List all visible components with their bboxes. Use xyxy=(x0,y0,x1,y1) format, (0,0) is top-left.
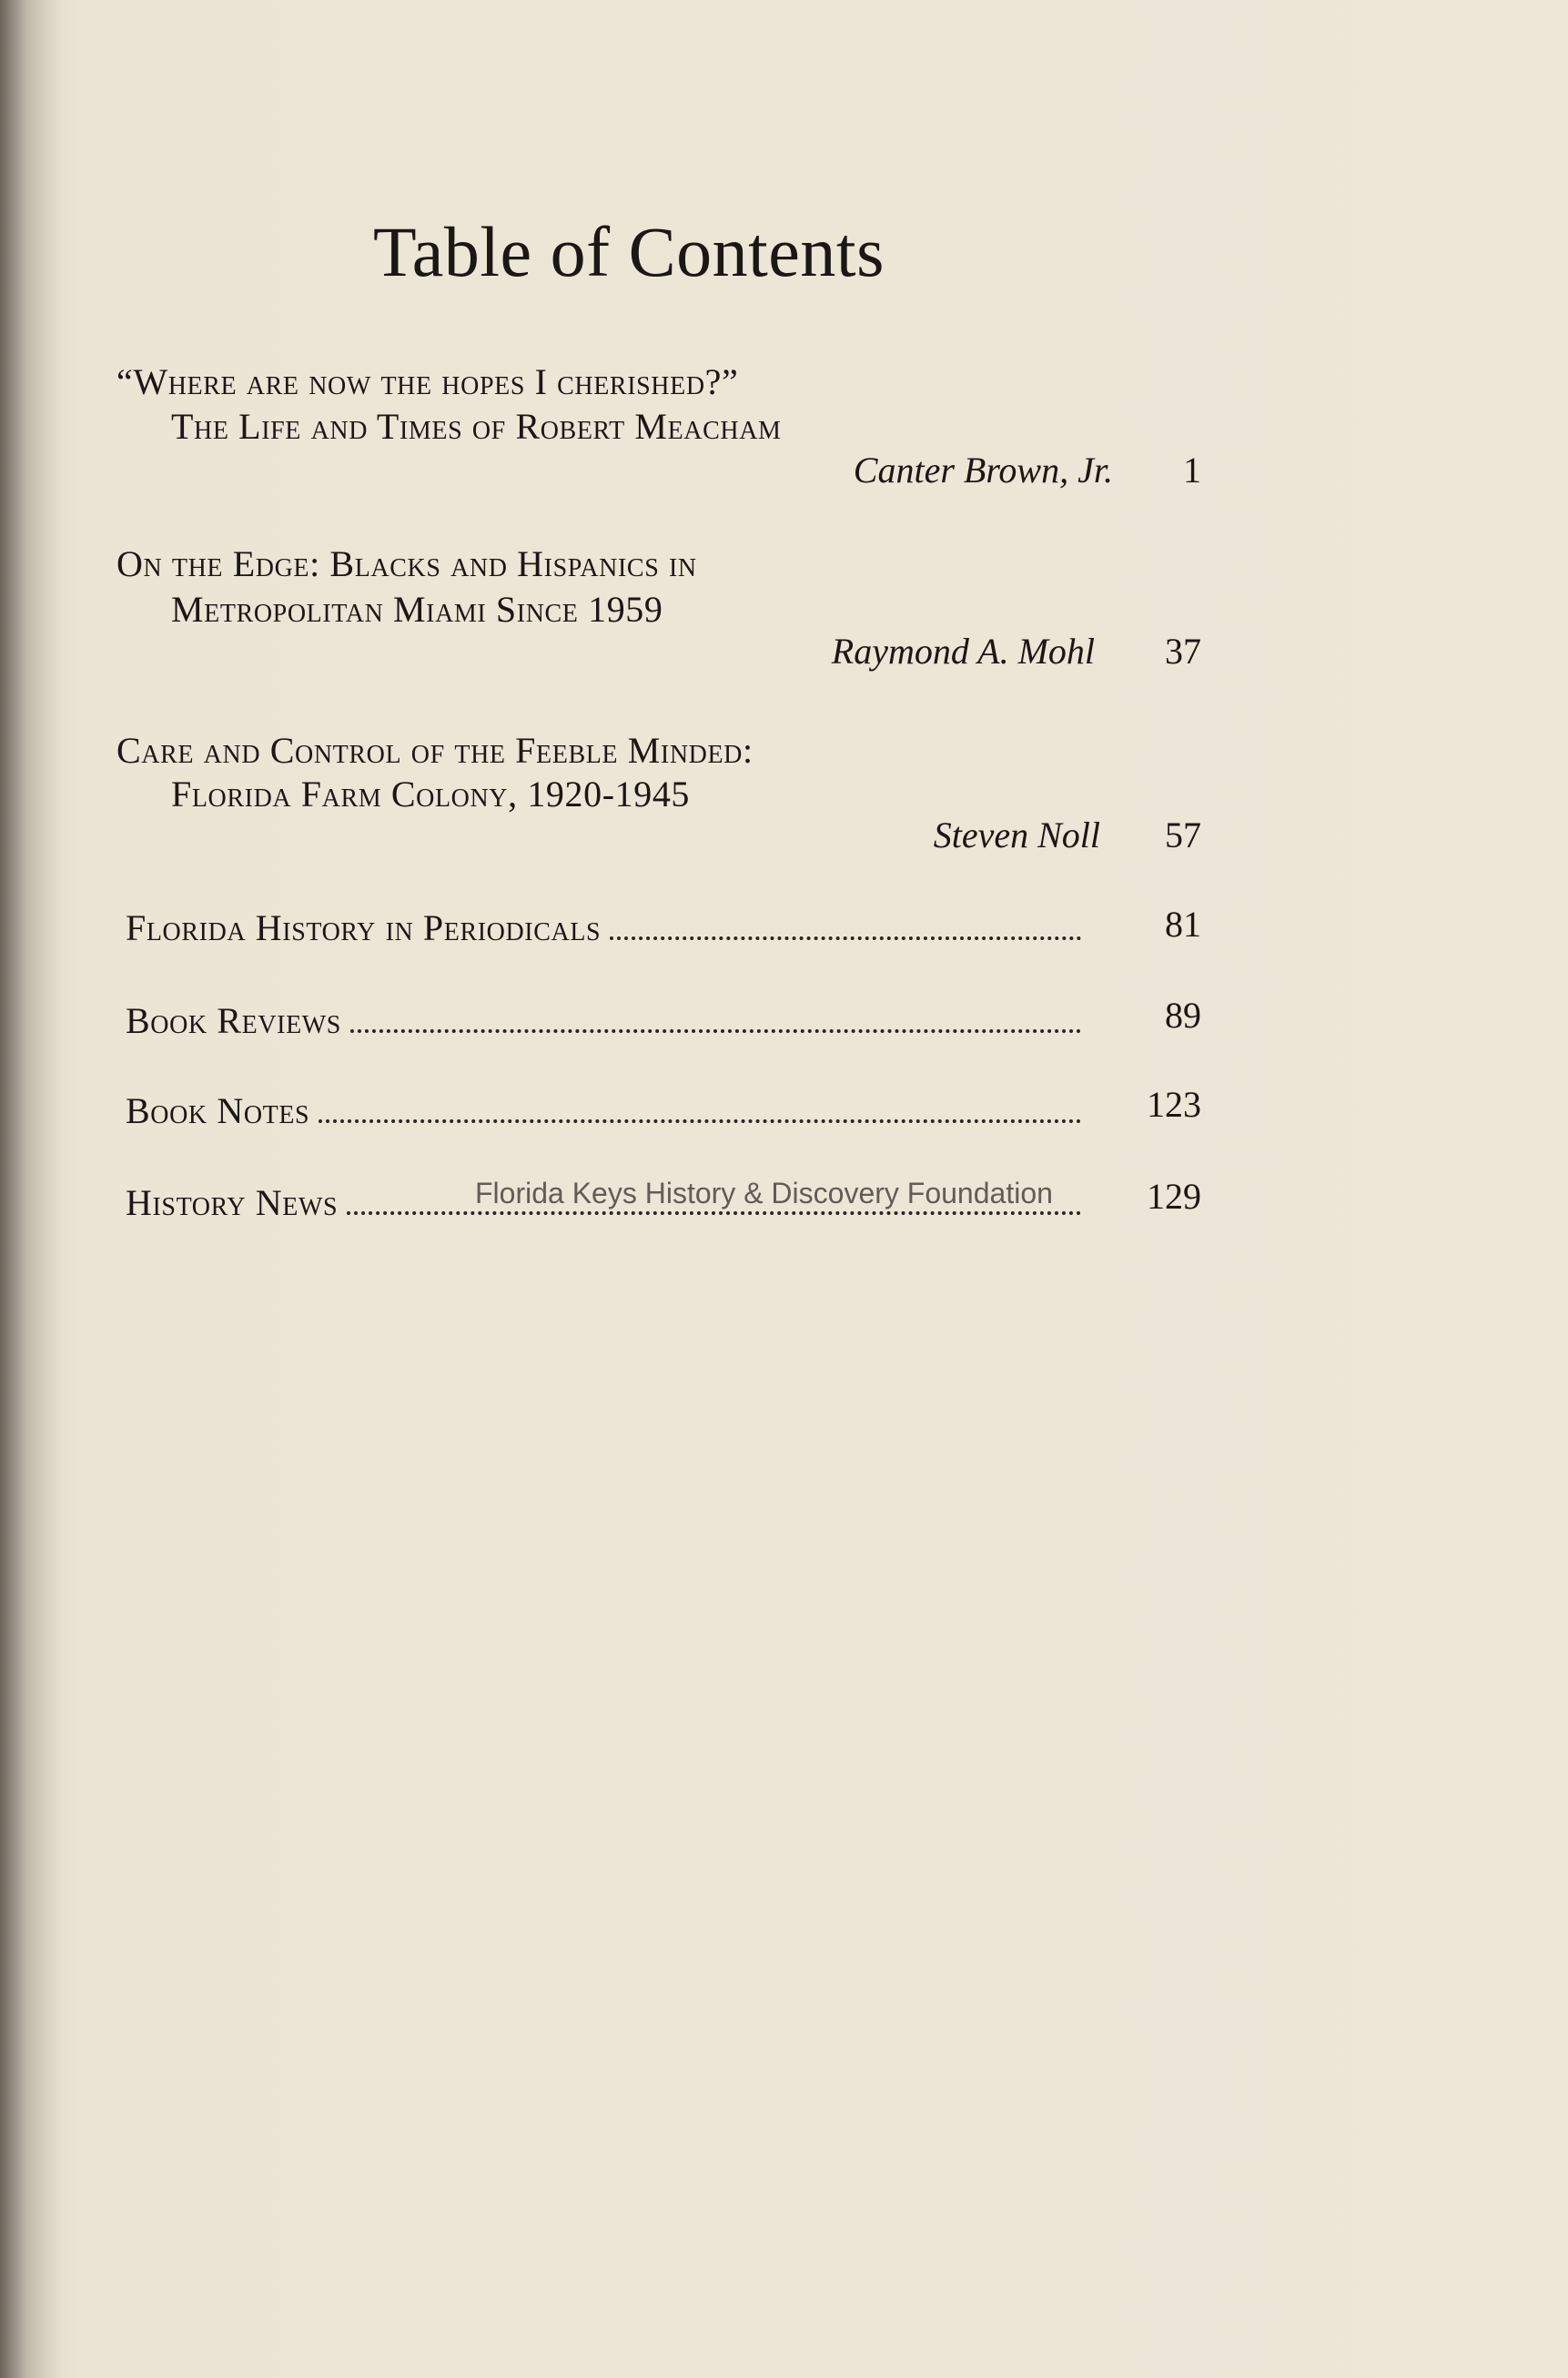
article-1-title-line-2: The Life and Times of Robert Meacham xyxy=(171,406,782,447)
article-2-page: 37 xyxy=(1165,631,1201,672)
article-3-page: 57 xyxy=(1165,815,1201,855)
article-3-title-line-2: Florida Farm Colony, 1920-1945 xyxy=(171,774,691,815)
toc-row-book-reviews xyxy=(126,1000,1081,1041)
article-2-title-line-2: Metropolitan Miami Since 1959 xyxy=(171,589,663,630)
toc-label: Book Reviews xyxy=(126,1000,341,1041)
toc-label: History News xyxy=(126,1182,339,1223)
dot-leader xyxy=(350,1028,1081,1033)
section-2-page: 89 xyxy=(1165,995,1201,1036)
watermark-text: Florida Keys History & Discovery Foundation xyxy=(475,1177,1053,1209)
page-title: Table of Contents xyxy=(373,212,885,291)
dot-leader xyxy=(347,1210,1081,1215)
dot-leader xyxy=(319,1118,1081,1123)
toc-label: Book Notes xyxy=(126,1090,310,1131)
toc-row-periodicals xyxy=(126,907,1081,948)
section-3-page: 123 xyxy=(1147,1084,1201,1125)
toc-label: Florida History in Periodicals xyxy=(126,907,602,948)
toc-row-book-notes xyxy=(126,1090,1081,1131)
dot-leader xyxy=(610,936,1081,940)
article-1-title-line-1: “Where are now the hopes I cherished?” xyxy=(116,361,739,402)
article-1-author: Canter Brown, Jr. xyxy=(853,450,1113,491)
article-2-title-line-1: On the Edge: Blacks and Hispanics in xyxy=(116,543,697,584)
article-3-author: Steven Noll xyxy=(933,815,1100,855)
article-3-title-line-1: Care and Control of the Feeble Minded: xyxy=(116,730,754,771)
article-1-page: 1 xyxy=(1183,450,1201,491)
section-1-page: 81 xyxy=(1165,904,1201,945)
spine-shadow xyxy=(0,0,64,2378)
section-4-page: 129 xyxy=(1147,1176,1201,1217)
article-2-author: Raymond A. Mohl xyxy=(831,631,1095,672)
